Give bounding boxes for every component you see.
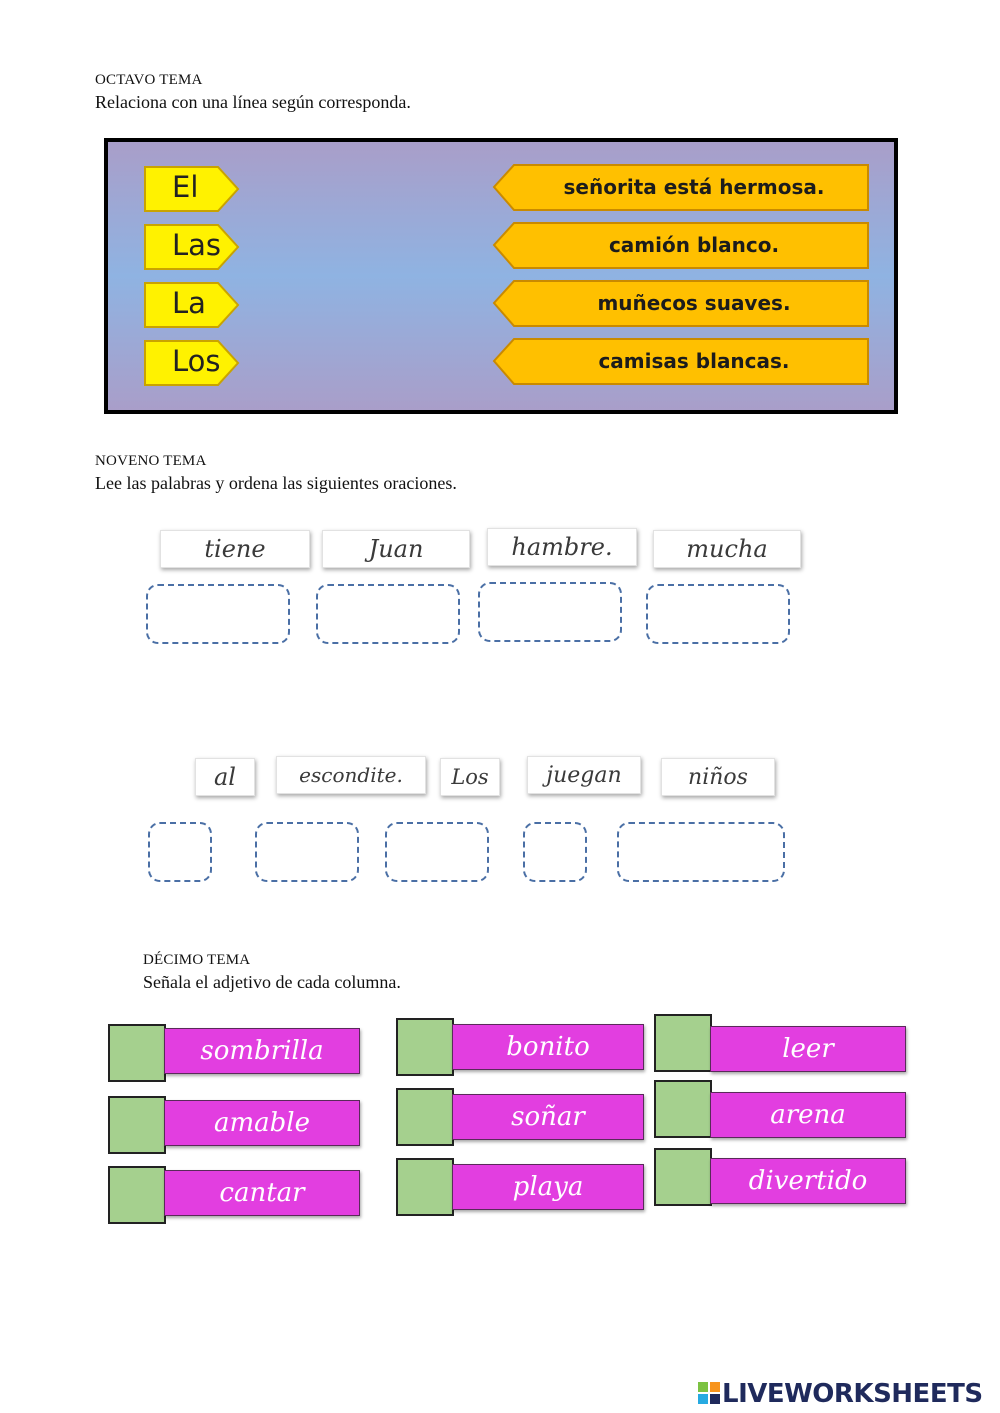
word-card: tiene bbox=[160, 530, 310, 568]
adjective-option[interactable] bbox=[108, 1096, 364, 1156]
select-checkbox[interactable] bbox=[654, 1014, 712, 1072]
select-checkbox[interactable] bbox=[654, 1080, 712, 1138]
article-tag-la[interactable] bbox=[144, 282, 240, 328]
select-checkbox[interactable] bbox=[396, 1018, 454, 1076]
select-checkbox[interactable] bbox=[108, 1166, 166, 1224]
answer-slot[interactable] bbox=[148, 822, 212, 882]
section-8-instruction: Relaciona con una línea según corresponda. bbox=[95, 92, 411, 112]
word-label: divertido bbox=[710, 1158, 906, 1204]
phrase-tag-1[interactable] bbox=[492, 164, 872, 212]
answer-slot[interactable] bbox=[146, 584, 290, 644]
select-checkbox[interactable] bbox=[396, 1158, 454, 1216]
article-tag-las[interactable] bbox=[144, 224, 240, 270]
liveworksheets-logo bbox=[698, 1378, 994, 1410]
adjective-option[interactable] bbox=[654, 1080, 910, 1140]
phrase-tag-4[interactable] bbox=[492, 338, 872, 386]
word-label: bonito bbox=[452, 1024, 644, 1070]
answer-slot[interactable] bbox=[646, 584, 790, 644]
word-label: leer bbox=[710, 1026, 906, 1072]
article-label: La bbox=[172, 286, 206, 320]
word-label: playa bbox=[452, 1164, 644, 1210]
word-card: mucha bbox=[653, 530, 801, 568]
word-label: arena bbox=[710, 1092, 906, 1138]
phrase-tag-2[interactable] bbox=[492, 222, 872, 270]
section-10-heading: DÉCIMO TEMA bbox=[143, 952, 251, 968]
adjective-option[interactable] bbox=[108, 1024, 364, 1084]
adjective-option[interactable] bbox=[654, 1148, 910, 1208]
word-card: escondite. bbox=[276, 756, 426, 794]
word-label: soñar bbox=[452, 1094, 644, 1140]
article-tag-el[interactable] bbox=[144, 166, 240, 212]
word-label: amable bbox=[164, 1100, 360, 1146]
answer-slot[interactable] bbox=[255, 822, 359, 882]
article-tag-los[interactable] bbox=[144, 340, 240, 386]
adjective-option[interactable] bbox=[396, 1088, 652, 1148]
phrase-label: camión blanco. bbox=[608, 233, 780, 257]
answer-slot[interactable] bbox=[385, 822, 489, 882]
phrase-label: camisas blancas. bbox=[598, 349, 790, 373]
adjective-option[interactable] bbox=[654, 1014, 910, 1074]
phrase-label: muñecos suaves. bbox=[597, 291, 791, 315]
word-card: niños bbox=[661, 758, 775, 796]
logo-text: LIVEWORKSHEETS bbox=[722, 1379, 983, 1409]
select-checkbox[interactable] bbox=[654, 1148, 712, 1206]
word-card: Los bbox=[440, 758, 500, 796]
word-label: cantar bbox=[164, 1170, 360, 1216]
article-label: Los bbox=[172, 344, 221, 378]
select-checkbox[interactable] bbox=[108, 1024, 166, 1082]
logo-blocks-icon bbox=[698, 1382, 720, 1404]
section-8-heading: OCTAVO TEMA bbox=[95, 72, 203, 88]
select-checkbox[interactable] bbox=[108, 1096, 166, 1154]
answer-slot[interactable] bbox=[523, 822, 587, 882]
adjective-option[interactable] bbox=[396, 1018, 652, 1078]
section-9-heading: NOVENO TEMA bbox=[95, 453, 207, 469]
select-checkbox[interactable] bbox=[396, 1088, 454, 1146]
section-10-instruction: Señala el adjetivo de cada columna. bbox=[143, 972, 401, 992]
answer-slot[interactable] bbox=[316, 584, 460, 644]
word-label: sombrilla bbox=[164, 1028, 360, 1074]
word-card: al bbox=[195, 758, 255, 796]
article-label: El bbox=[172, 170, 199, 204]
word-card: juegan bbox=[527, 756, 641, 794]
answer-slot[interactable] bbox=[617, 822, 785, 882]
adjective-option[interactable] bbox=[108, 1166, 364, 1226]
section-9-instruction: Lee las palabras y ordena las siguientes oraciones. bbox=[95, 473, 457, 493]
word-card: Juan bbox=[322, 530, 470, 568]
phrase-label: señorita está hermosa. bbox=[563, 175, 825, 199]
adjective-option[interactable] bbox=[396, 1158, 652, 1218]
answer-slot[interactable] bbox=[478, 582, 622, 642]
phrase-tag-3[interactable] bbox=[492, 280, 872, 328]
word-card: hambre. bbox=[487, 528, 637, 566]
matching-panel bbox=[104, 138, 898, 414]
article-label: Las bbox=[172, 228, 222, 262]
